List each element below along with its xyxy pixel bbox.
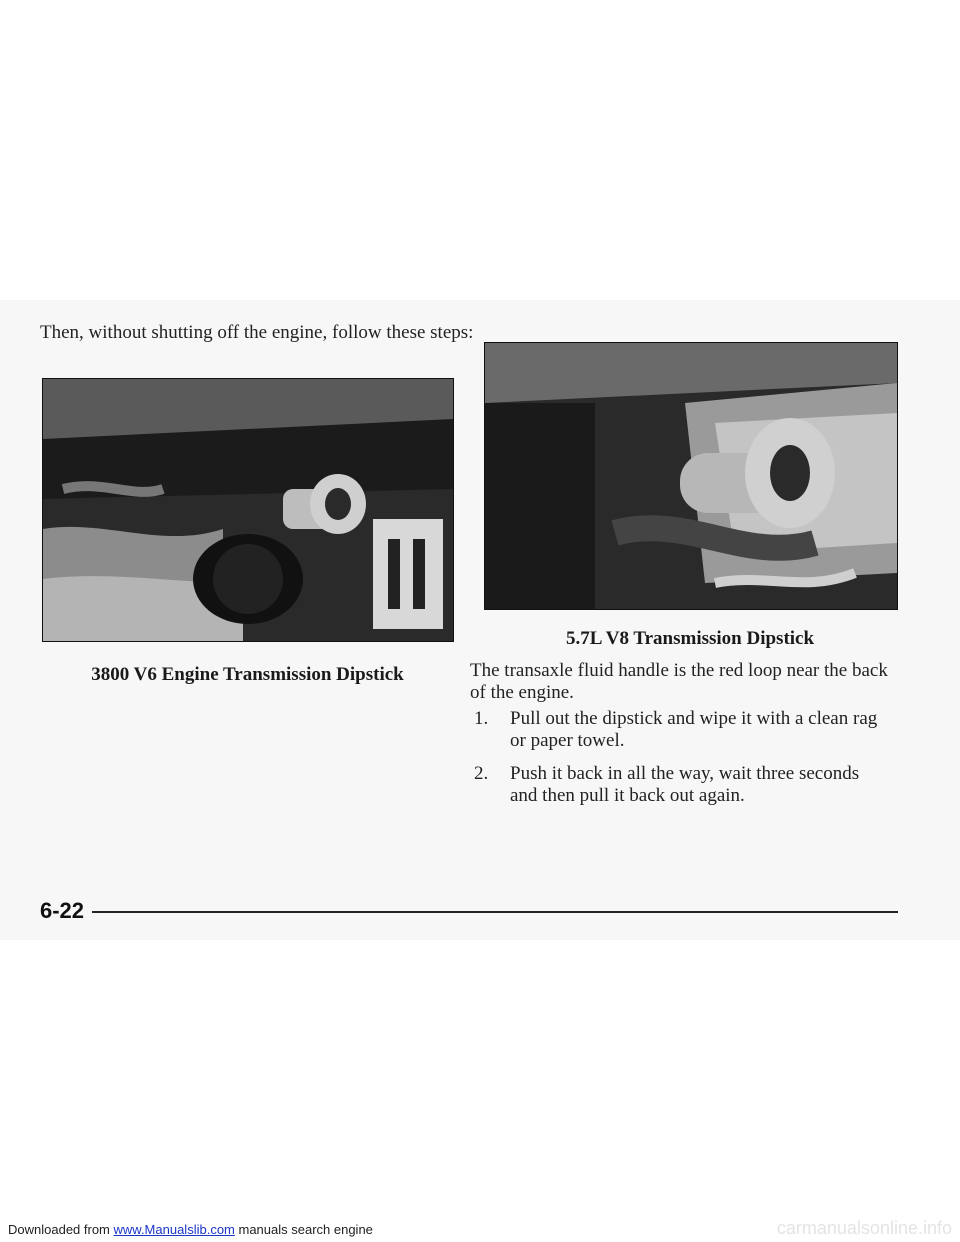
intro-text: Then, without shutting off the engine, follow these steps: <box>40 322 474 343</box>
engine-photo-right <box>484 342 898 610</box>
engine-photo-icon <box>43 379 453 641</box>
figure-caption-right: 5.7L V8 Transmission Dipstick <box>565 628 815 649</box>
step-number: 1. <box>474 708 489 729</box>
list-item <box>470 763 890 807</box>
footer-prefix: Downloaded from <box>8 1222 114 1237</box>
steps-list <box>470 708 890 818</box>
step-text: Push it back in all the way, wait three seconds and then pull it back out again. <box>510 763 860 806</box>
list-item <box>470 708 890 752</box>
watermark: carmanualsonline.info <box>776 1218 952 1238</box>
download-footer <box>8 1222 373 1237</box>
step-number: 2. <box>474 763 489 784</box>
page-number: 6-22 <box>40 898 85 923</box>
engine-photo-left <box>42 378 454 642</box>
engine-photo-icon <box>485 343 897 609</box>
footer-suffix: manuals search engine <box>234 1222 373 1237</box>
figure-caption-left: 3800 V6 Engine Transmission Dipstick <box>91 664 404 685</box>
manualslib-link[interactable]: www.Manualslib.com <box>113 1222 235 1237</box>
footer-rule <box>92 911 898 913</box>
body-paragraph: The transaxle fluid handle is the red loop near the back of the engine. <box>470 660 888 703</box>
step-text: Pull out the dipstick and wipe it with a clean rag or paper towel. <box>510 708 878 751</box>
